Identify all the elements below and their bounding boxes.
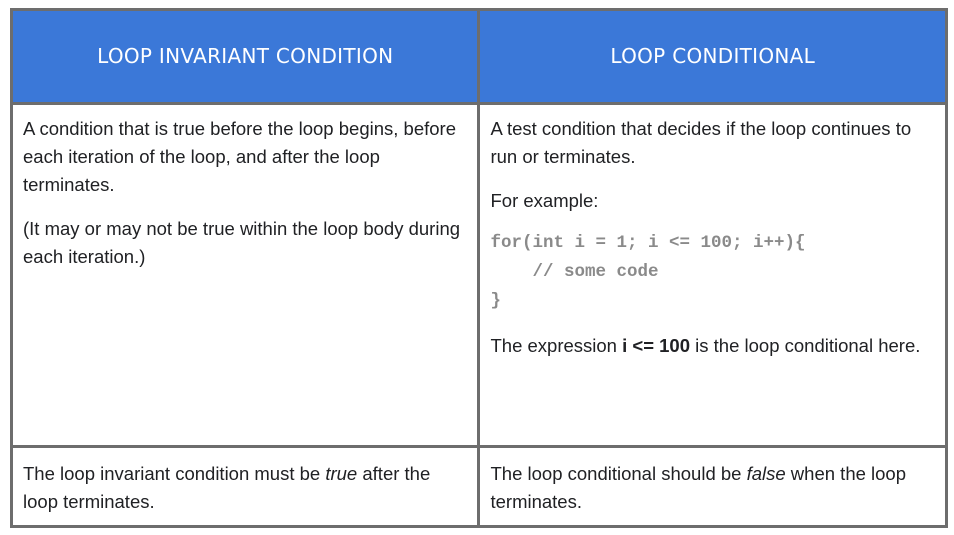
conditional-definition-text: A test condition that decides if the loop continues to run or terminates. (490, 117, 912, 167)
invariant-definition-cell (12, 103, 479, 446)
expression-explanation (490, 332, 935, 360)
invariant-termination-text (23, 460, 467, 516)
code-line: // some code (490, 261, 659, 282)
conditional-termination-suffix: when the loop terminates. (490, 463, 907, 513)
expression-suffix: is the loop conditional here. (690, 334, 921, 356)
example-label: For example: (490, 189, 599, 211)
conditional-definition-cell (479, 103, 947, 446)
code-block (490, 229, 935, 316)
invariant-termination-prefix: The loop invariant condition must be (23, 463, 326, 485)
header-loop-conditional: LOOP CONDITIONAL (479, 10, 947, 104)
expression-bold: i <= 100 (622, 334, 691, 356)
invariant-definition-text: A condition that is true before the loop begins, before each iteration of the loop, and after the loop terminates. (23, 117, 456, 195)
invariant-termination-cell (12, 447, 479, 527)
code-line: for(int i = 1; i <= 100; i++){ (490, 232, 806, 253)
definition-row (12, 103, 947, 446)
invariant-termination-italic: true (325, 463, 358, 485)
invariant-note-text: (It may or may not be true within the loop body during each iteration.) (23, 217, 461, 267)
invariant-termination-suffix: after the loop terminates. (23, 463, 431, 513)
code-line: } (490, 290, 501, 311)
conditional-termination-text (490, 460, 935, 516)
expression-prefix: The expression (490, 334, 623, 356)
comparison-table (10, 8, 948, 528)
conditional-termination-italic: false (746, 463, 786, 485)
conditional-termination-cell (479, 447, 947, 527)
header-row (12, 10, 947, 104)
termination-row (12, 447, 947, 527)
header-loop-invariant: LOOP INVARIANT CONDITION (12, 10, 479, 104)
conditional-termination-prefix: The loop conditional should be (490, 463, 747, 485)
